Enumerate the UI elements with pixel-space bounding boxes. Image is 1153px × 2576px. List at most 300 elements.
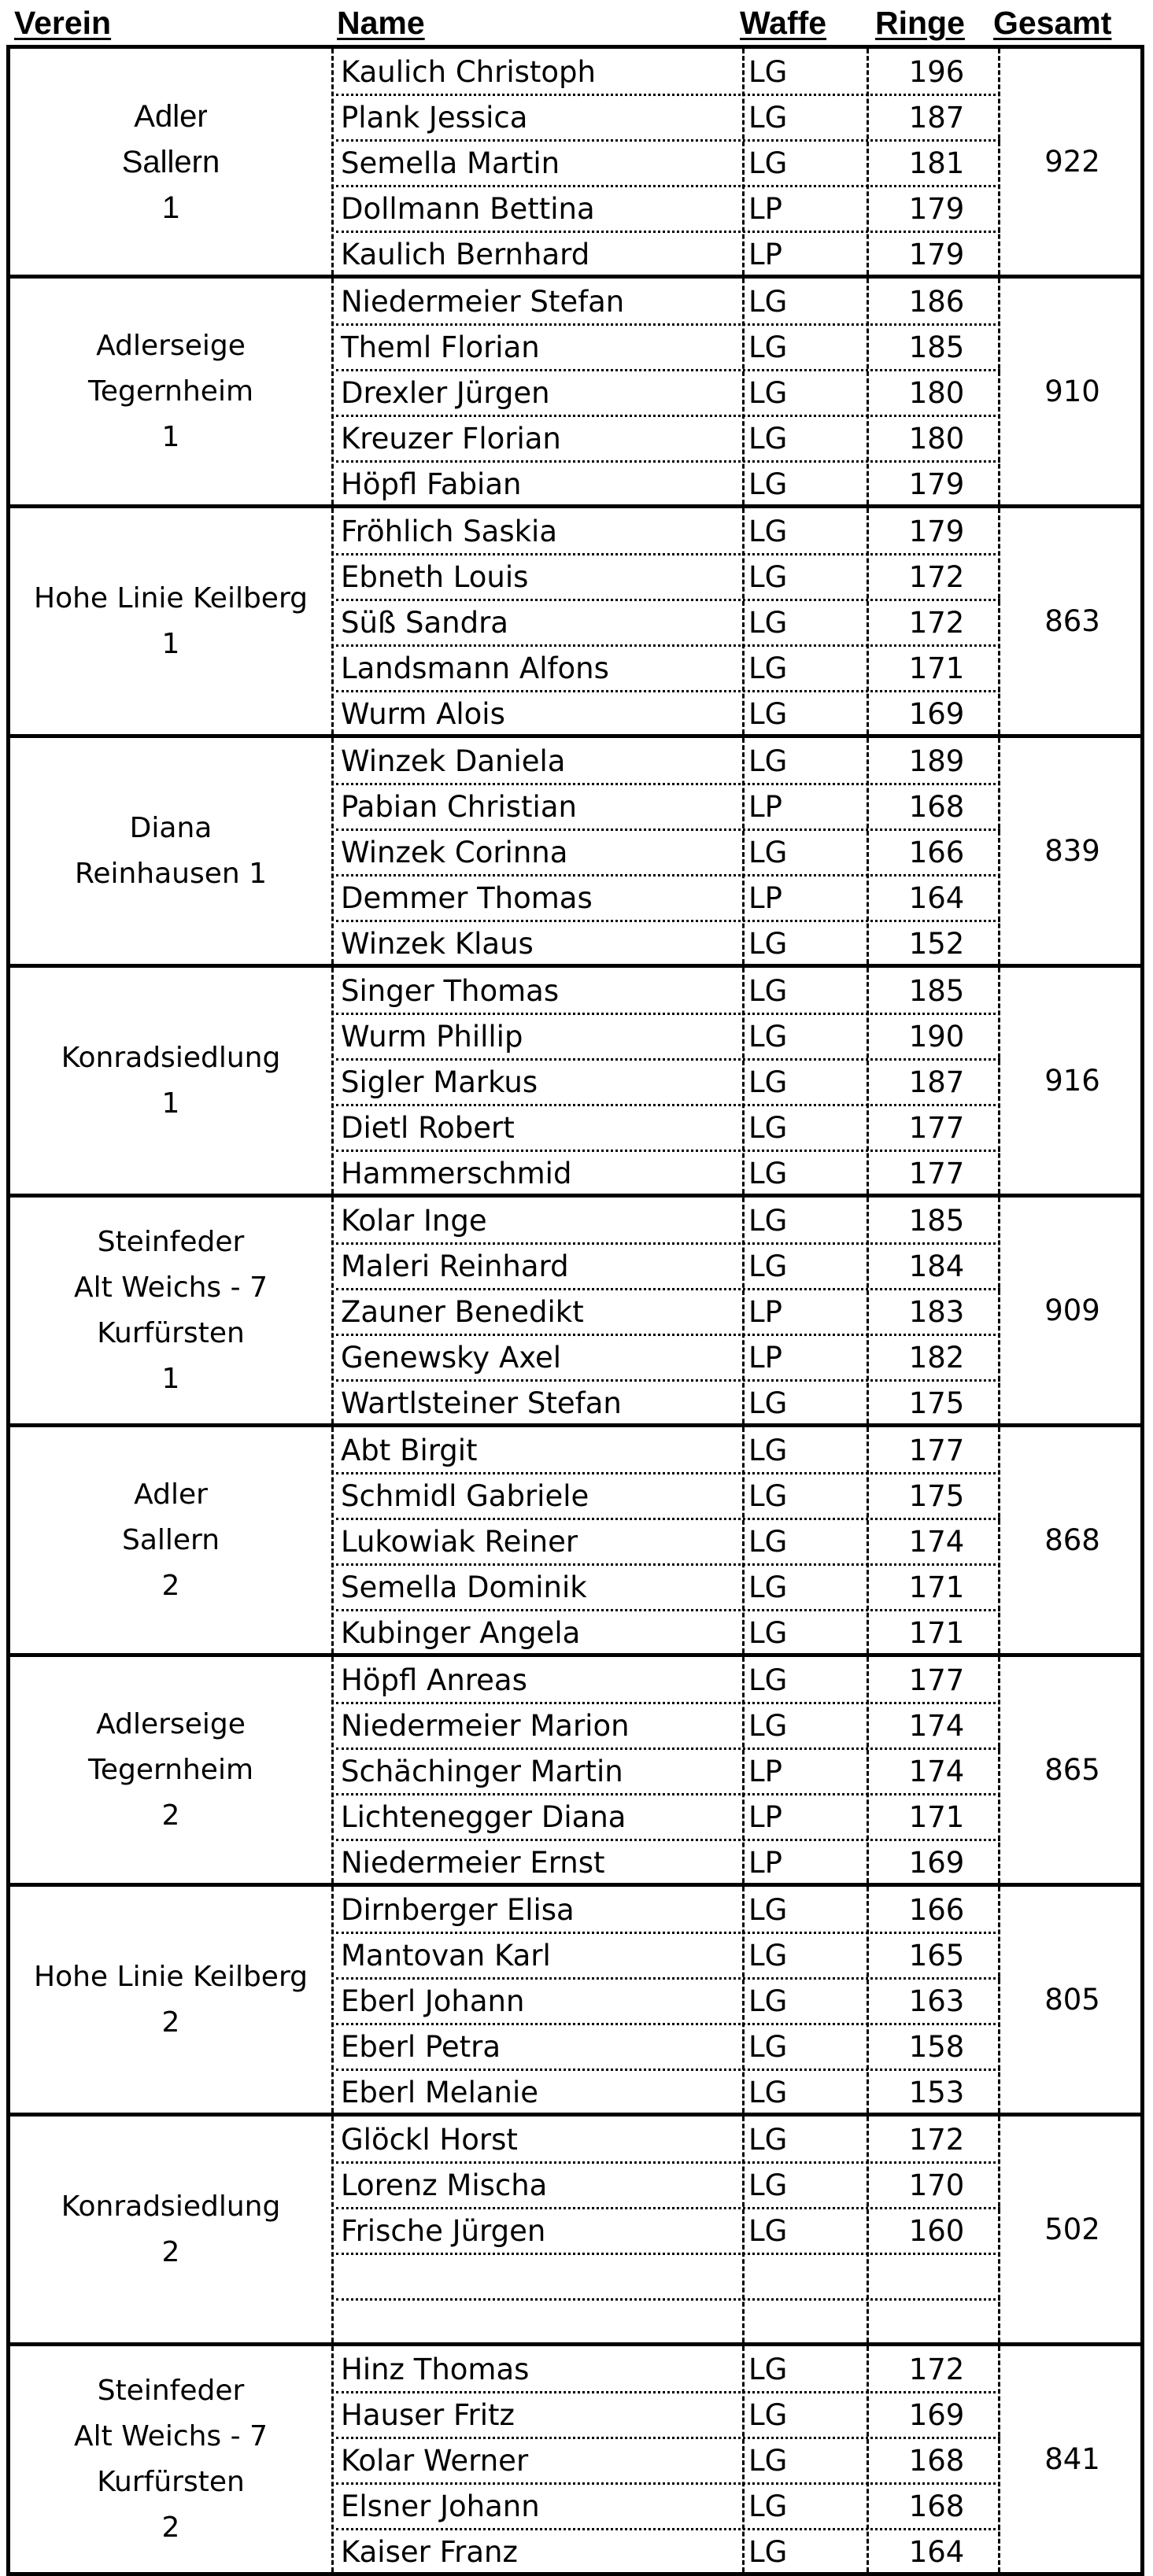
row-divider bbox=[336, 783, 1000, 785]
team-group bbox=[6, 275, 1144, 508]
shooter-name: Lukowiak Reiner bbox=[341, 1525, 578, 1559]
ring-score: 168 bbox=[908, 2489, 965, 2523]
ring-score: 179 bbox=[908, 467, 965, 501]
shooter-row bbox=[331, 281, 1000, 320]
verein-line: Diana bbox=[129, 811, 212, 844]
row-divider bbox=[336, 2069, 1000, 2071]
shooter-name: Glöckl Horst bbox=[341, 2123, 518, 2157]
verein-cell bbox=[10, 968, 331, 1194]
shooter-name: Kreuzer Florian bbox=[341, 422, 561, 456]
weapon-type: LG bbox=[748, 1386, 788, 1420]
team-total: 909 bbox=[1044, 1294, 1100, 1327]
ring-score: 171 bbox=[908, 1570, 965, 1604]
weapon-type: LG bbox=[748, 744, 788, 778]
shooter-row bbox=[331, 740, 1000, 780]
ring-score: 171 bbox=[908, 1800, 965, 1834]
weapon-type: LG bbox=[748, 2123, 788, 2157]
shooter-row bbox=[331, 2072, 1000, 2111]
shooter-row bbox=[331, 1751, 1000, 1790]
row-divider bbox=[336, 2528, 1000, 2530]
ring-score: 171 bbox=[908, 1616, 965, 1650]
ring-score: 177 bbox=[908, 1157, 965, 1190]
shooter-row bbox=[331, 1382, 1000, 1422]
shooter-name: Höpfl Fabian bbox=[341, 467, 522, 501]
shooter-row bbox=[331, 832, 1000, 871]
ring-score: 182 bbox=[908, 1341, 965, 1375]
verein-line: 1 bbox=[161, 1087, 180, 1120]
verein-line: Tegernheim bbox=[87, 375, 254, 408]
row-divider bbox=[336, 644, 1000, 647]
row-divider bbox=[336, 2207, 1000, 2209]
shooter-name: Semella Martin bbox=[341, 146, 560, 180]
shooter-row bbox=[331, 372, 1000, 411]
row-divider bbox=[336, 1609, 1000, 1611]
shooter-name: Kubinger Angela bbox=[341, 1616, 581, 1650]
verein-line: Tegernheim bbox=[87, 1753, 254, 1786]
verein-line: Steinfeder bbox=[97, 1225, 245, 1258]
shooter-row bbox=[331, 1153, 1000, 1192]
shooter-name: Singer Thomas bbox=[341, 974, 560, 1008]
row-divider bbox=[336, 1977, 1000, 1980]
weapon-type: LG bbox=[748, 1020, 788, 1054]
weapon-type: LG bbox=[748, 2214, 788, 2248]
weapon-type bbox=[748, 2301, 867, 2341]
verein-line: Steinfeder bbox=[97, 2374, 245, 2407]
shooter-name: Süß Sandra bbox=[341, 606, 508, 640]
weapon-type: LG bbox=[748, 2030, 788, 2064]
shooter-row bbox=[331, 327, 1000, 366]
weapon-type: LG bbox=[748, 2489, 788, 2523]
shooter-name: Winzek Daniela bbox=[341, 744, 566, 778]
ring-score: 185 bbox=[908, 330, 965, 364]
team-total: 865 bbox=[1044, 1753, 1100, 1787]
shooter-row bbox=[331, 2210, 1000, 2249]
weapon-type: LG bbox=[748, 285, 788, 319]
row-divider bbox=[336, 2298, 1000, 2301]
shooter-name: Dietl Robert bbox=[341, 1111, 515, 1145]
shooter-name: Hammerschmid bbox=[341, 1157, 572, 1190]
row-divider bbox=[336, 874, 1000, 877]
weapon-type: LG bbox=[748, 422, 788, 456]
ring-score: 170 bbox=[908, 2168, 965, 2202]
shooter-name bbox=[341, 2301, 742, 2341]
ring-score: 172 bbox=[908, 2353, 965, 2386]
shooter-name: Niedermeier Ernst bbox=[341, 1846, 605, 1880]
row-divider bbox=[336, 1150, 1000, 1152]
shooter-row bbox=[331, 1659, 1000, 1699]
shooter-row bbox=[331, 2531, 1000, 2570]
weapon-type: LG bbox=[748, 927, 788, 961]
header-gesamt: Gesamt bbox=[993, 5, 1112, 41]
row-divider bbox=[336, 1839, 1000, 1841]
weapon-type: LG bbox=[748, 55, 788, 89]
weapon-type: LG bbox=[748, 1157, 788, 1190]
shooter-row bbox=[331, 1016, 1000, 1055]
weapon-type: LG bbox=[748, 651, 788, 685]
row-divider bbox=[336, 1242, 1000, 1245]
verein-cell bbox=[10, 2346, 331, 2572]
verein-line: 1 bbox=[161, 420, 180, 453]
shooter-row bbox=[331, 2165, 1000, 2204]
shooter-name bbox=[341, 2256, 742, 2295]
row-divider bbox=[336, 185, 1000, 187]
shooter-row bbox=[331, 1889, 1000, 1928]
shooter-row bbox=[331, 1980, 1000, 2020]
row-divider bbox=[336, 460, 1000, 463]
row-divider bbox=[336, 1013, 1000, 1015]
weapon-type: LG bbox=[748, 1111, 788, 1145]
team-total: 863 bbox=[1044, 604, 1100, 638]
shooter-row bbox=[331, 1200, 1000, 1239]
shooter-name: Lorenz Mischa bbox=[341, 2168, 548, 2202]
shooter-row bbox=[331, 1475, 1000, 1515]
weapon-type: LG bbox=[748, 2353, 788, 2386]
ring-score: 166 bbox=[908, 836, 965, 869]
shooter-row bbox=[331, 463, 1000, 503]
verein-line: Alt Weichs - 7 bbox=[74, 2419, 268, 2452]
verein-line: Sallern bbox=[121, 144, 220, 179]
row-divider bbox=[336, 1472, 1000, 1474]
shooter-row bbox=[331, 51, 1000, 90]
ring-score: 174 bbox=[908, 1709, 965, 1743]
row-divider bbox=[336, 139, 1000, 142]
shooter-row bbox=[331, 2026, 1000, 2065]
shooter-row bbox=[331, 234, 1000, 273]
weapon-type: LG bbox=[748, 1525, 788, 1559]
verein-cell bbox=[10, 738, 331, 964]
verein-line: 2 bbox=[161, 2511, 180, 2544]
shooter-name: Abt Birgit bbox=[341, 1434, 478, 1467]
weapon-type: LG bbox=[748, 2535, 788, 2569]
weapon-type: LG bbox=[748, 1893, 788, 1927]
weapon-type: LP bbox=[748, 790, 782, 824]
shooter-row bbox=[331, 1291, 1000, 1330]
team-group bbox=[6, 1194, 1144, 1427]
weapon-type: LG bbox=[748, 697, 788, 731]
team-group bbox=[6, 1423, 1144, 1657]
shooter-name: Eberl Petra bbox=[341, 2030, 501, 2064]
shooter-name: Eberl Johann bbox=[341, 1984, 525, 2018]
ring-score bbox=[873, 2256, 1000, 2295]
team-total: 841 bbox=[1044, 2442, 1100, 2476]
ring-score: 168 bbox=[908, 790, 965, 824]
shooter-name: Höpfl Anreas bbox=[341, 1663, 527, 1697]
weapon-type: LG bbox=[748, 974, 788, 1008]
row-divider bbox=[336, 1058, 1000, 1061]
shooter-name: Niedermeier Stefan bbox=[341, 285, 625, 319]
ring-score: 180 bbox=[908, 422, 965, 456]
header-waffe: Waffe bbox=[740, 5, 827, 41]
shooter-row bbox=[331, 2256, 1000, 2295]
ring-score: 172 bbox=[908, 2123, 965, 2157]
row-divider bbox=[336, 231, 1000, 233]
verein-line: Kurfürsten bbox=[97, 2465, 245, 2498]
ring-score: 169 bbox=[908, 697, 965, 731]
verein-line: Adler bbox=[134, 1478, 208, 1511]
shooter-row bbox=[331, 2440, 1000, 2479]
shooter-row bbox=[331, 923, 1000, 962]
ring-score: 175 bbox=[908, 1386, 965, 1420]
shooter-row bbox=[331, 97, 1000, 136]
ring-score: 164 bbox=[908, 881, 965, 915]
team-group bbox=[6, 734, 1144, 968]
shooter-row bbox=[331, 2301, 1000, 2341]
team-total: 839 bbox=[1044, 834, 1100, 868]
ring-score bbox=[873, 2301, 1000, 2341]
shooter-name: Semella Dominik bbox=[341, 1570, 587, 1604]
team-total: 922 bbox=[1044, 145, 1100, 179]
shooter-name: Zauner Benedikt bbox=[341, 1295, 584, 1329]
shooter-name: Sigler Markus bbox=[341, 1065, 538, 1099]
weapon-type: LG bbox=[748, 1663, 788, 1697]
row-divider bbox=[336, 369, 1000, 371]
shooter-name: Dollmann Bettina bbox=[341, 192, 595, 226]
shooter-row bbox=[331, 877, 1000, 917]
verein-line: 1 bbox=[161, 627, 180, 660]
ring-score: 179 bbox=[908, 192, 965, 226]
ring-score: 152 bbox=[908, 927, 965, 961]
weapon-type: LP bbox=[748, 192, 782, 226]
shooter-name: Winzek Corinna bbox=[341, 836, 568, 869]
row-divider bbox=[336, 553, 1000, 555]
ring-score: 153 bbox=[908, 2076, 965, 2109]
weapon-type: LG bbox=[748, 1479, 788, 1513]
shooter-row bbox=[331, 2119, 1000, 2158]
ring-score: 179 bbox=[908, 515, 965, 548]
ring-score: 169 bbox=[908, 2398, 965, 2432]
ring-score: 185 bbox=[908, 974, 965, 1008]
row-divider bbox=[336, 2437, 1000, 2439]
shooter-row bbox=[331, 188, 1000, 227]
verein-line: 2 bbox=[161, 1799, 180, 1832]
shooter-name: Plank Jessica bbox=[341, 101, 528, 135]
row-divider bbox=[336, 2391, 1000, 2393]
team-group bbox=[6, 1653, 1144, 1887]
shooter-row bbox=[331, 693, 1000, 733]
weapon-type: LG bbox=[748, 376, 788, 410]
row-divider bbox=[336, 1379, 1000, 1382]
ring-score: 158 bbox=[908, 2030, 965, 2064]
ring-score: 165 bbox=[908, 1939, 965, 1973]
verein-cell bbox=[10, 279, 331, 504]
shooter-row bbox=[331, 1935, 1000, 1974]
team-group bbox=[6, 964, 1144, 1198]
ring-score: 187 bbox=[908, 101, 965, 135]
shooter-name: Theml Florian bbox=[341, 330, 540, 364]
verein-cell bbox=[10, 1887, 331, 2113]
weapon-type: LP bbox=[748, 1295, 782, 1329]
ring-score: 177 bbox=[908, 1434, 965, 1467]
shooter-row bbox=[331, 1567, 1000, 1606]
verein-line: Reinhausen 1 bbox=[74, 857, 268, 890]
shooter-row bbox=[331, 1430, 1000, 1469]
row-divider bbox=[336, 1747, 1000, 1750]
verein-cell bbox=[10, 49, 331, 275]
weapon-type: LP bbox=[748, 881, 782, 915]
row-divider bbox=[336, 599, 1000, 601]
verein-line: Alt Weichs - 7 bbox=[74, 1271, 268, 1304]
verein-cell bbox=[10, 1198, 331, 1423]
shooter-row bbox=[331, 2486, 1000, 2525]
weapon-type: LG bbox=[748, 560, 788, 594]
shooter-row bbox=[331, 511, 1000, 550]
weapon-type: LG bbox=[748, 2076, 788, 2109]
ring-score: 172 bbox=[908, 560, 965, 594]
shooter-row bbox=[331, 648, 1000, 687]
verein-line: Adlerseige bbox=[96, 1707, 246, 1740]
shooter-name: Wartlsteiner Stefan bbox=[341, 1386, 622, 1420]
shooter-name: Kaulich Christoph bbox=[341, 55, 596, 89]
ring-score: 168 bbox=[908, 2444, 965, 2478]
ring-score: 171 bbox=[908, 651, 965, 685]
team-group bbox=[6, 2113, 1144, 2346]
row-divider bbox=[336, 1104, 1000, 1106]
shooter-name: Drexler Jürgen bbox=[341, 376, 550, 410]
row-divider bbox=[336, 829, 1000, 831]
shooter-row bbox=[331, 1246, 1000, 1285]
shooter-name: Landsmann Alfons bbox=[341, 651, 609, 685]
ring-score: 186 bbox=[908, 285, 965, 319]
verein-line: Sallern bbox=[121, 1523, 220, 1556]
shooter-name: Lichtenegger Diana bbox=[341, 1800, 626, 1834]
shooter-name: Schächinger Martin bbox=[341, 1755, 623, 1788]
row-divider bbox=[336, 1518, 1000, 1520]
shooter-name: Kaiser Franz bbox=[341, 2535, 518, 2569]
row-divider bbox=[336, 2253, 1000, 2255]
shooter-row bbox=[331, 1061, 1000, 1101]
header-ringe: Ringe bbox=[875, 5, 965, 41]
shooter-row bbox=[331, 2394, 1000, 2434]
row-divider bbox=[336, 2161, 1000, 2164]
row-divider bbox=[336, 1932, 1000, 1934]
verein-cell bbox=[10, 508, 331, 734]
verein-line: 2 bbox=[161, 2235, 180, 2268]
ring-score: 174 bbox=[908, 1525, 965, 1559]
weapon-type: LP bbox=[748, 1800, 782, 1834]
shooter-row bbox=[331, 786, 1000, 825]
ring-score: 174 bbox=[908, 1755, 965, 1788]
header-verein: Verein bbox=[14, 5, 112, 41]
team-group bbox=[6, 504, 1144, 738]
ring-score: 190 bbox=[908, 1020, 965, 1054]
verein-line: Hohe Linie Keilberg bbox=[34, 581, 308, 614]
shooter-name: Wurm Phillip bbox=[341, 1020, 523, 1054]
weapon-type: LG bbox=[748, 606, 788, 640]
weapon-type: LG bbox=[748, 1570, 788, 1604]
shooter-row bbox=[331, 1842, 1000, 1881]
shooter-name: Kolar Werner bbox=[341, 2444, 529, 2478]
row-divider bbox=[336, 1702, 1000, 1704]
shooter-name: Ebneth Louis bbox=[341, 560, 529, 594]
ring-score: 189 bbox=[908, 744, 965, 778]
team-total: 868 bbox=[1044, 1523, 1100, 1557]
shooter-row bbox=[331, 1796, 1000, 1836]
ring-score: 187 bbox=[908, 1065, 965, 1099]
row-divider bbox=[336, 2023, 1000, 2025]
shooter-row bbox=[331, 1107, 1000, 1146]
shooter-row bbox=[331, 2349, 1000, 2388]
shooter-row bbox=[331, 1337, 1000, 1376]
verein-line: 1 bbox=[161, 190, 180, 225]
shooter-name: Kaulich Bernhard bbox=[341, 238, 590, 271]
ring-score: 181 bbox=[908, 146, 965, 180]
ring-score: 166 bbox=[908, 1893, 965, 1927]
ring-score: 160 bbox=[908, 2214, 965, 2248]
ring-score: 196 bbox=[908, 55, 965, 89]
shooter-name: Winzek Klaus bbox=[341, 927, 534, 961]
shooter-name: Hinz Thomas bbox=[341, 2353, 530, 2386]
weapon-type bbox=[748, 2256, 867, 2295]
ring-score: 179 bbox=[908, 238, 965, 271]
shooter-row bbox=[331, 602, 1000, 641]
shooter-name: Elsner Johann bbox=[341, 2489, 540, 2523]
weapon-type: LG bbox=[748, 2168, 788, 2202]
shooter-name: Eberl Melanie bbox=[341, 2076, 539, 2109]
team-group bbox=[6, 1883, 1144, 2117]
verein-line: 2 bbox=[161, 2006, 180, 2039]
row-divider bbox=[336, 1288, 1000, 1290]
weapon-type: LG bbox=[748, 1249, 788, 1283]
weapon-type: LG bbox=[748, 146, 788, 180]
row-divider bbox=[336, 690, 1000, 692]
shooter-name: Niedermeier Marion bbox=[341, 1709, 630, 1743]
header-name: Name bbox=[337, 5, 425, 41]
ring-score: 163 bbox=[908, 1984, 965, 2018]
shooter-name: Dirnberger Elisa bbox=[341, 1893, 575, 1927]
verein-line: Konradsiedlung bbox=[61, 1041, 281, 1074]
ring-score: 172 bbox=[908, 606, 965, 640]
shooter-name: Schmidl Gabriele bbox=[341, 1479, 589, 1513]
row-divider bbox=[336, 94, 1000, 96]
shooter-name: Pabian Christian bbox=[341, 790, 577, 824]
weapon-type: LP bbox=[748, 1341, 782, 1375]
weapon-type: LG bbox=[748, 2398, 788, 2432]
weapon-type: LG bbox=[748, 515, 788, 548]
team-total: 910 bbox=[1044, 375, 1100, 408]
ring-score: 180 bbox=[908, 376, 965, 410]
ring-score: 169 bbox=[908, 1846, 965, 1880]
verein-line: Adlerseige bbox=[96, 329, 246, 362]
shooter-name: Genewsky Axel bbox=[341, 1341, 562, 1375]
verein-line: Kurfürsten bbox=[97, 1316, 245, 1349]
weapon-type: LG bbox=[748, 1709, 788, 1743]
shooter-name: Kolar Inge bbox=[341, 1204, 487, 1238]
weapon-type: LG bbox=[748, 467, 788, 501]
shooter-row bbox=[331, 1521, 1000, 1560]
weapon-type: LG bbox=[748, 2444, 788, 2478]
verein-line: 1 bbox=[161, 1362, 180, 1395]
shooter-name: Mantovan Karl bbox=[341, 1939, 551, 1973]
ring-score: 183 bbox=[908, 1295, 965, 1329]
shooter-row bbox=[331, 970, 1000, 1009]
shooter-row bbox=[331, 418, 1000, 457]
shooter-row bbox=[331, 1705, 1000, 1744]
verein-line: 2 bbox=[161, 1569, 180, 1602]
weapon-type: LG bbox=[748, 1984, 788, 2018]
ring-score: 177 bbox=[908, 1663, 965, 1697]
row-divider bbox=[336, 2482, 1000, 2485]
shooter-name: Wurm Alois bbox=[341, 697, 505, 731]
team-group bbox=[6, 2342, 1144, 2576]
weapon-type: LG bbox=[748, 1065, 788, 1099]
verein-line: Hohe Linie Keilberg bbox=[34, 1960, 308, 1993]
shooter-name: Demmer Thomas bbox=[341, 881, 593, 915]
ring-score: 164 bbox=[908, 2535, 965, 2569]
shooter-row bbox=[331, 556, 1000, 596]
verein-line: Adler bbox=[134, 98, 208, 134]
verein-cell bbox=[10, 1427, 331, 1653]
weapon-type: LG bbox=[748, 1939, 788, 1973]
